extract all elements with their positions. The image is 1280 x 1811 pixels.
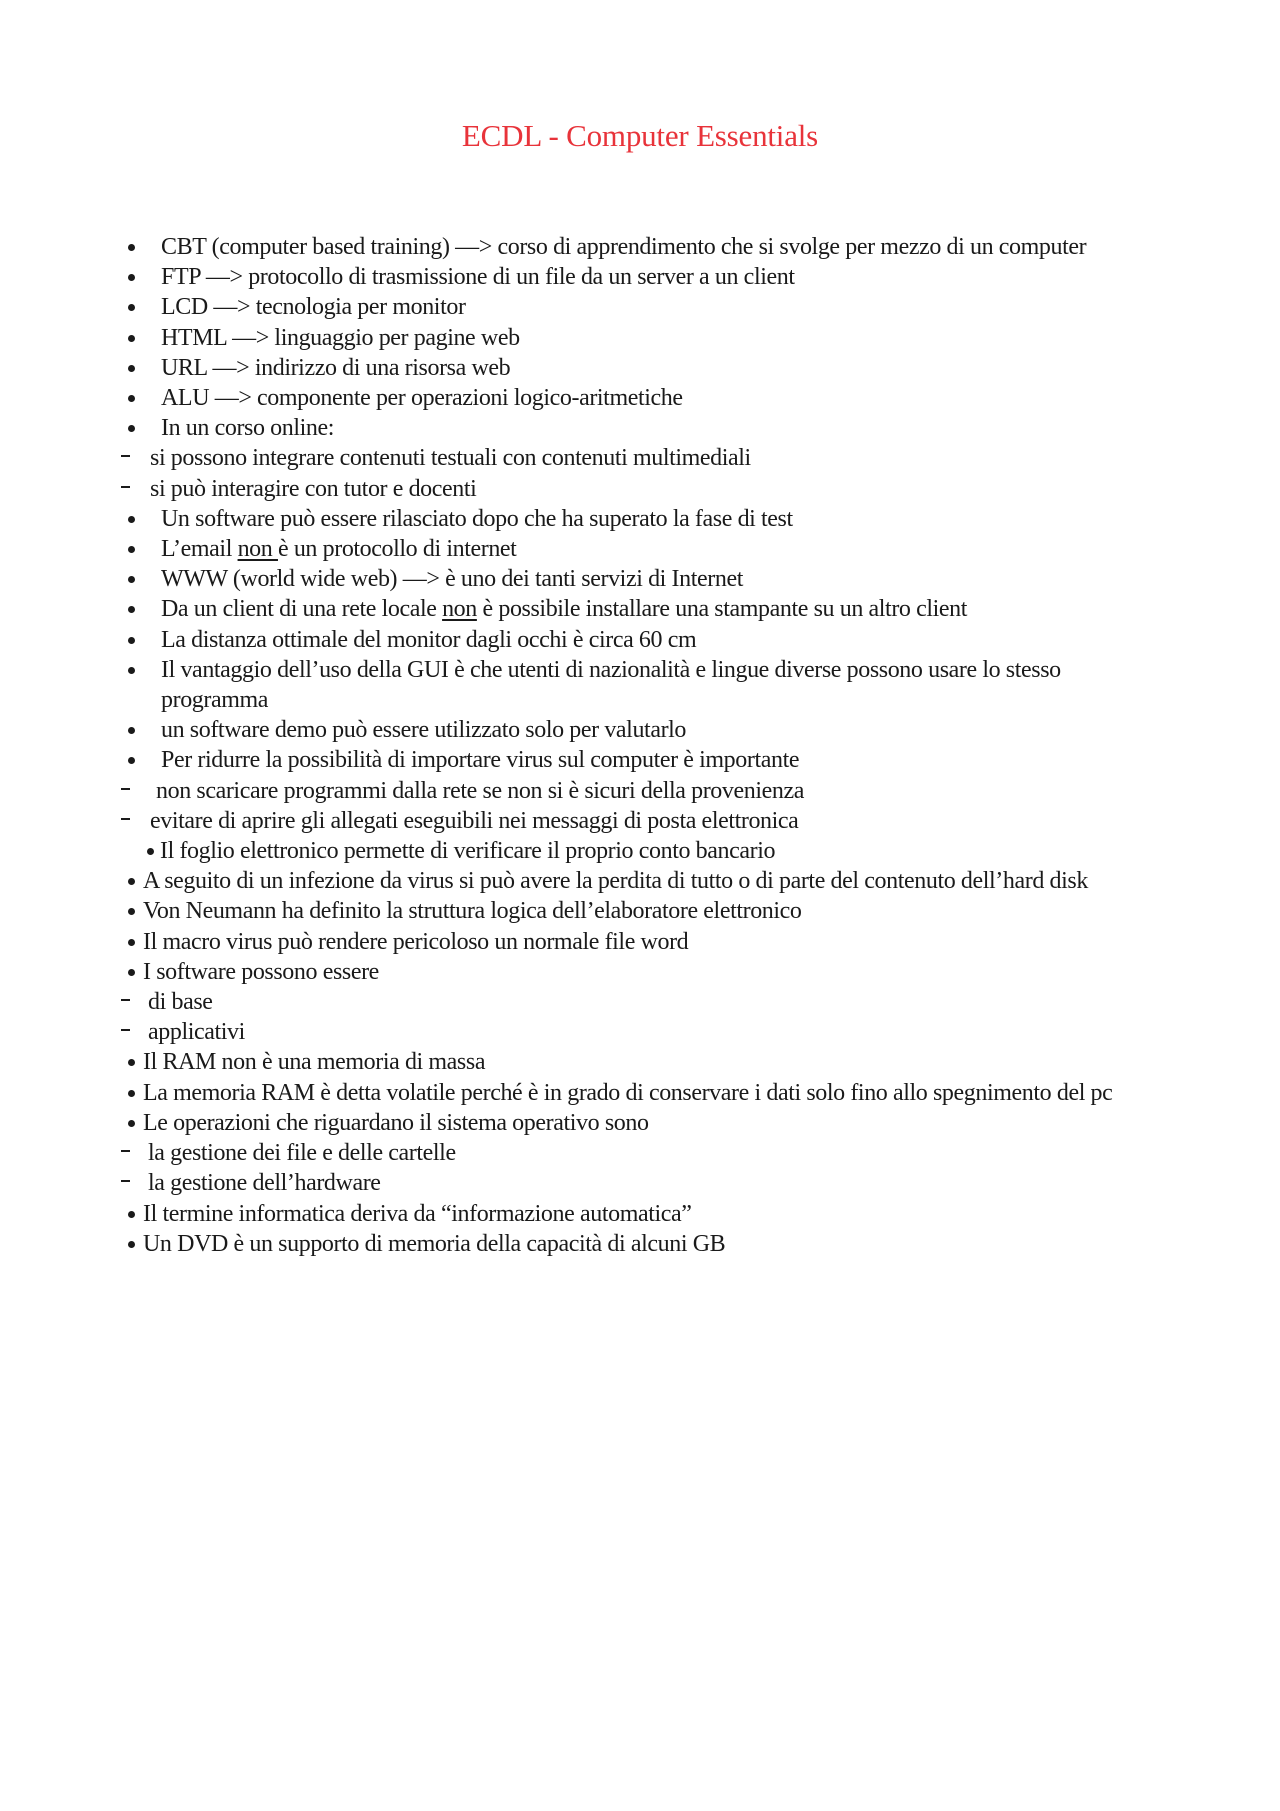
- list-item: [0, 504, 1280, 534]
- list-item-text: Un DVD è un supporto di memoria della capacità di alcuni GB: [143, 1230, 726, 1257]
- list-item: [0, 383, 1280, 413]
- list-item-text: Il macro virus può rendere pericoloso un normale file word: [143, 928, 689, 955]
- list-item-text: I software possono essere: [143, 958, 379, 985]
- list-item: [0, 1168, 1280, 1198]
- list-item-text: [161, 594, 1121, 624]
- underlined-word: non: [442, 596, 477, 623]
- list-item: [0, 323, 1280, 353]
- list-item-text: Il vantaggio dell’uso della GUI è che utenti di nazionalità e lingue diverse possono usare lo stesso programma: [161, 656, 1061, 714]
- list-item: [0, 625, 1280, 655]
- text-segment: è possibile installare una stampante su un altro client: [476, 596, 968, 623]
- list-item-text: CBT (computer based training) —> corso di apprendimento che si svolge per mezzo di un computer: [161, 234, 1087, 260]
- list-item: [0, 564, 1280, 594]
- list-item: [0, 443, 1280, 473]
- list-item: [0, 896, 1280, 926]
- notes-list: [0, 232, 1280, 1259]
- list-item: [0, 987, 1280, 1017]
- list-item: [0, 866, 1280, 896]
- list-item: [0, 1229, 1280, 1259]
- list-item-text: URL —> indirizzo di una risorsa web: [161, 354, 511, 381]
- list-item: [0, 1017, 1280, 1047]
- list-item-text: la gestione dei file e delle cartelle: [148, 1140, 456, 1167]
- list-item-text: di base: [148, 989, 213, 1016]
- list-item: [0, 1138, 1280, 1168]
- list-item: [0, 776, 1280, 806]
- list-item-text: ALU —> componente per operazioni logico-aritmetiche: [161, 385, 683, 412]
- list-item-text: FTP —> protocollo di trasmissione di un file da un server a un client: [161, 264, 795, 291]
- list-item-text: HTML —> linguaggio per pagine web: [161, 324, 520, 351]
- list-item-text: Le operazioni che riguardano il sistema operativo sono: [143, 1109, 649, 1136]
- list-item: [0, 927, 1280, 957]
- list-item-text: In un corso online:: [161, 415, 335, 442]
- list-item-text: si possono integrare contenuti testuali con contenuti multimediali: [150, 445, 751, 472]
- list-item: [0, 232, 1280, 262]
- text-segment: L’email: [161, 536, 238, 563]
- list-item-text: Il RAM non è una memoria di massa: [143, 1049, 486, 1076]
- list-item-text: Von Neumann ha definito la struttura logica dell’elaboratore elettronico: [143, 898, 802, 925]
- list-item-text: Il termine informatica deriva da “informazione automatica”: [143, 1200, 692, 1227]
- list-item: [0, 1078, 1280, 1108]
- list-item-text: LCD —> tecnologia per monitor: [161, 294, 466, 321]
- list-item: [0, 1108, 1280, 1138]
- list-item: [0, 353, 1280, 383]
- list-item-text: Il foglio elettronico permette di verificare il proprio conto bancario: [160, 838, 776, 865]
- list-item: [0, 474, 1280, 504]
- list-item: [0, 413, 1280, 443]
- list-item-text: applicativi: [148, 1019, 245, 1046]
- list-item-text: [161, 534, 1121, 564]
- text-segment: è un protocollo di internet: [277, 536, 517, 563]
- list-item: [0, 836, 1280, 866]
- list-item: [0, 715, 1280, 745]
- list-item-text: Un software può essere rilasciato dopo che ha superato la fase di test: [161, 505, 793, 532]
- list-item: [0, 806, 1280, 836]
- text-segment: Da un client di una rete locale: [161, 596, 443, 623]
- list-item: [0, 292, 1280, 322]
- list-item-text: un software demo può essere utilizzato solo per valutarlo: [161, 717, 687, 744]
- list-item-text: WWW (world wide web) —> è uno dei tanti servizi di Internet: [161, 566, 743, 593]
- list-item: [0, 594, 1280, 624]
- list-item-text: la gestione dell’hardware: [148, 1170, 381, 1197]
- list-item-text: La memoria RAM è detta volatile perché è in grado di conservare i dati solo fino allo spegnimento del pc: [143, 1079, 1113, 1106]
- page-title: ECDL - Computer Essentials: [461, 118, 819, 153]
- list-item: [0, 534, 1280, 564]
- list-item: [0, 745, 1280, 775]
- list-item: [0, 262, 1280, 292]
- list-item: [0, 655, 1280, 715]
- list-item-text: evitare di aprire gli allegati eseguibili nei messaggi di posta elettronica: [150, 807, 799, 834]
- list-item-text: La distanza ottimale del monitor dagli occhi è circa 60 cm: [161, 626, 697, 653]
- underlined-word: non: [237, 536, 278, 563]
- list-item-text: A seguito di un infezione da virus si può avere la perdita di tutto o di parte del contenuto dell’hard disk: [143, 868, 1088, 895]
- list-item-text: Per ridurre la possibilità di importare virus sul computer è importante: [161, 747, 800, 774]
- list-item-text: non scaricare programmi dalla rete se non si è sicuri della provenienza: [156, 777, 804, 804]
- list-item: [0, 1199, 1280, 1229]
- list-item-text: si può interagire con tutor e docenti: [150, 475, 477, 502]
- list-item: [0, 957, 1280, 987]
- list-item: [0, 1047, 1280, 1077]
